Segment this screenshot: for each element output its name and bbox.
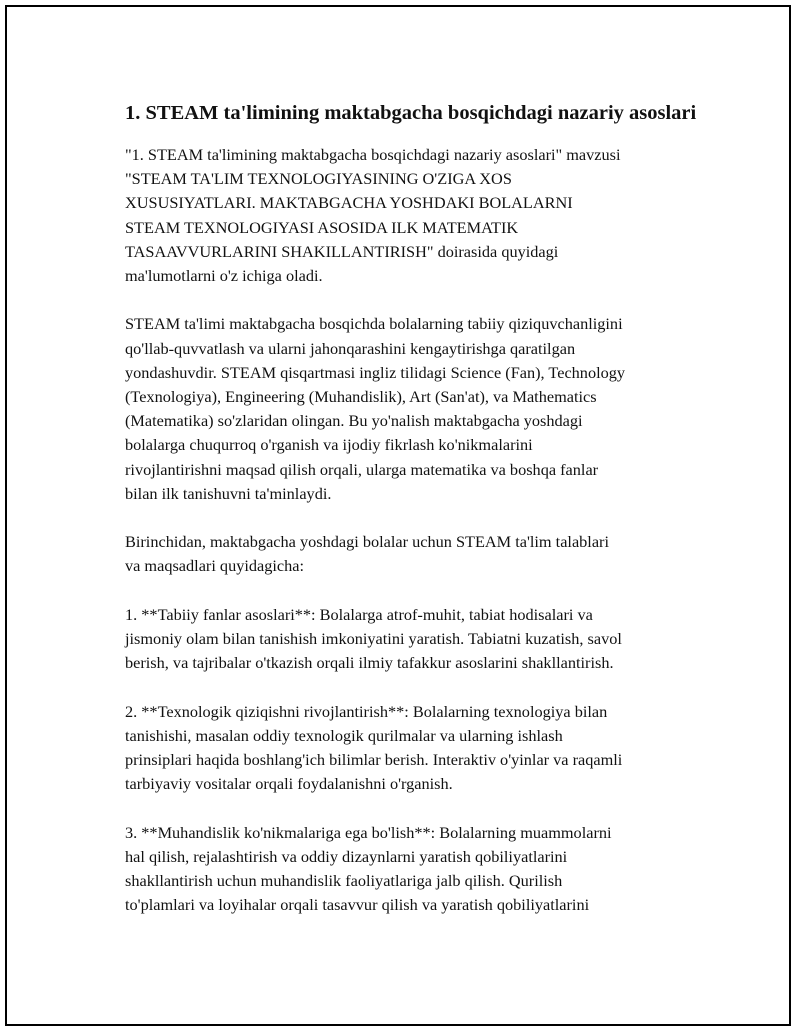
document-body	[125, 100, 700, 942]
list-item-natural-sciences: 1. **Tabiiy fanlar asoslari**: Bolalarga atrof-muhit, tabiat hodisalari va jismoniy olam bilan tanishish imkoniyatini yaratish. Tabiatni kuzatish, savol berish, va tajribalar o'tkazish orqali ilmiy tafakkur asoslarini shakllantirish.	[125, 604, 622, 673]
intro-paragraph: "1. STEAM ta'limining maktabgacha bosqichdagi nazariy asoslari" mavzusi "STEAM TA'LIM TEXNOLOGIYASINING O'ZIGA XOS XUSUSIYATLARI. MAKTABGACHA YOSHDAKI BOLALARNI STEAM TEXNOLOGIYASI ASOSIDA ILK MATEMATIK TASAAVVURLARINI SHAKILLANTIRISH" doirasida quyidagi ma'lumotlarni o'z ichiga oladi.	[125, 145, 621, 286]
list-item-engineering: 3. **Muhandislik ko'nikmalariga ega bo'lish**: Bolalarning muammolarni hal qilish, rejalashtirish va oddiy dizaynlarni yaratish qobiliyatlarini shakllantirish uchun muhandislik faoliyatlariga jalb qilish. Qurilish to'plamlari va loyihalar orqali tasavvur qilish va yaratish qobiliyatlarini	[125, 822, 612, 915]
requirements-intro-paragraph: Birinchidan, maktabgacha yoshdagi bolalar uchun STEAM ta'lim talablari va maqsadlari quyidagicha:	[125, 532, 610, 576]
page-border	[5, 5, 791, 1026]
document-title: 1. STEAM ta'limining maktabgacha bosqichdagi nazariy asoslari	[125, 102, 697, 124]
list-item-technology: 2. **Texnologik qiziqishni rivojlantirish**: Bolalarning texnologiya bilan tanishishi, masalan oddiy texnologik qurilmalar va ularning ishlash prinsiplari haqida boshlang'ich bilimlar berish. Interaktiv o'yinlar va raqamli tarbiyaviy vositalar orqali foydalanishni o'rganish.	[125, 701, 623, 794]
steam-definition-paragraph: STEAM ta'limi maktabgacha bosqichda bolalarning tabiiy qiziquvchanligini qo'llab-quvvatlash va ularni jahonqarashini kengaytirishga qaratilgan yondashuvdir. STEAM qisqartmasi ingliz tilidagi Science (Fan), Technology (Texnologiya), Engineering (Muhandislik), Art (San'at), va Mathematics (Matematika) so'zlaridan olingan. Bu yo'nalish maktabgacha yoshdagi bolalarga chuqurroq o'rganish va ijodiy fikrlash ko'nikmalarini rivojlantirishni maqsad qilish orqali, ularga matematika va boshqa fanlar bilan ilk tanishuvni ta'minlaydi.	[125, 314, 626, 503]
